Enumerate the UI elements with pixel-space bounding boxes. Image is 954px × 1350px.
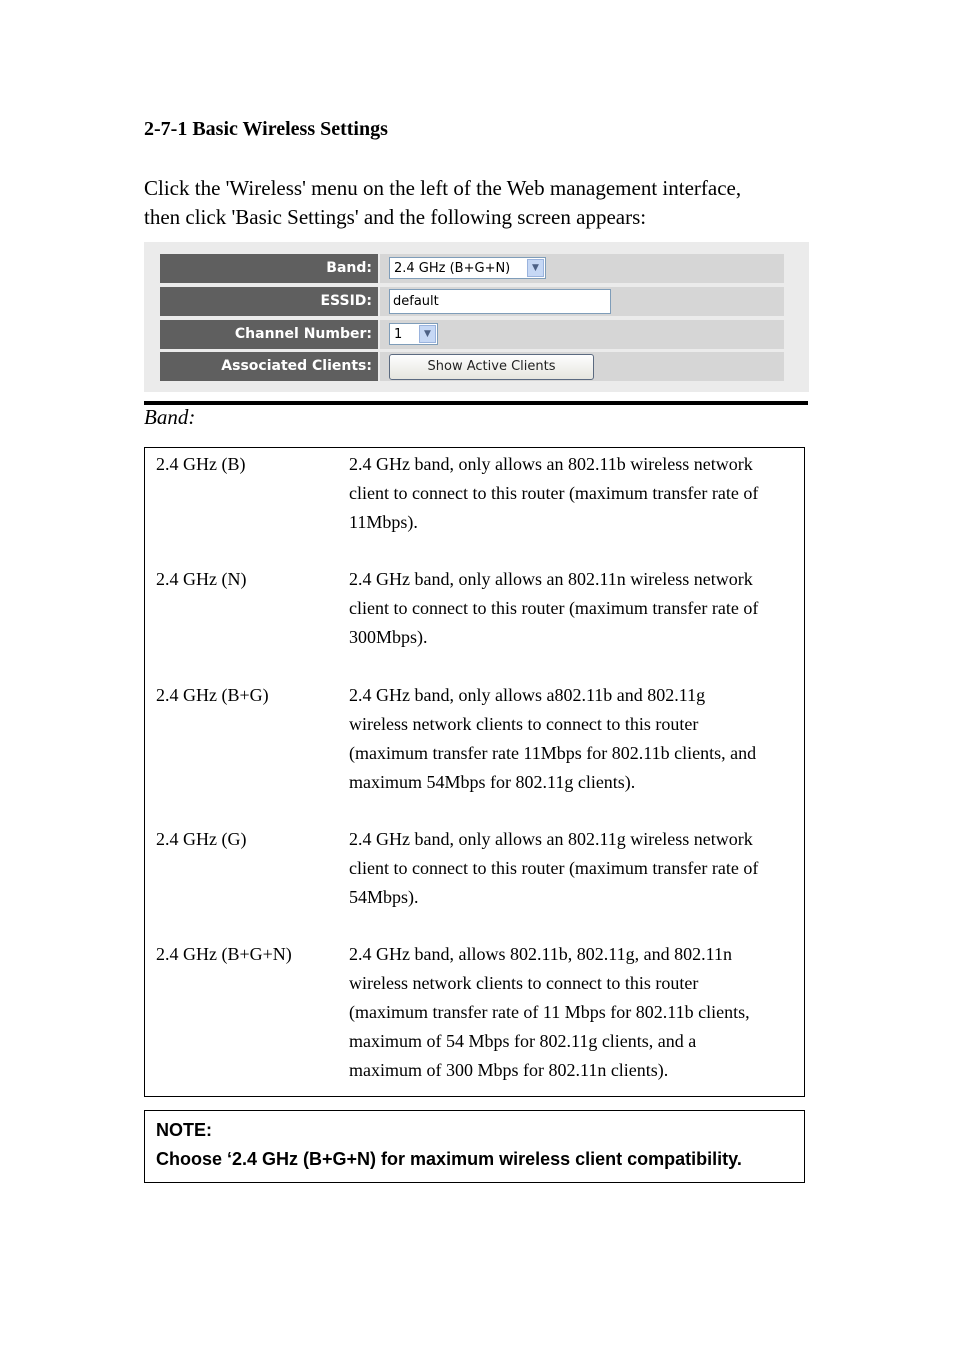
channel-select-value: 1 xyxy=(394,326,403,342)
description-line: maximum of 300 Mbps for 802.11n clients). xyxy=(349,1060,669,1080)
intro-line-1: Click the 'Wireless' menu on the left of the Web management interface, xyxy=(144,176,742,200)
description-line: maximum of 54 Mbps for 802.11g clients, and a xyxy=(349,1031,697,1051)
band-select-value: 2.4 GHz (B+G+N) xyxy=(394,260,511,276)
note-text: Choose ‘2.4 GHz (B+G+N) for maximum wireless client compatibility. xyxy=(156,1149,742,1169)
description-line: 300Mbps). xyxy=(349,627,428,647)
description-line: 11Mbps). xyxy=(349,512,418,532)
band-description xyxy=(349,565,794,652)
description-line: client to connect to this router (maximum transfer rate of xyxy=(349,483,759,503)
clients-field-label: Associated Clients: xyxy=(160,352,378,381)
description-line: 2.4 GHz band, only allows an 802.11g wireless network xyxy=(349,829,753,849)
description-line: 2.4 GHz band, only allows an 802.11b wireless network xyxy=(349,454,753,474)
intro-paragraph xyxy=(144,174,804,232)
description-line: wireless network clients to connect to this router xyxy=(349,973,699,993)
essid-row xyxy=(160,287,784,316)
essid-input[interactable]: default xyxy=(389,289,611,314)
intro-line-2: then click 'Basic Settings' and the following screen appears: xyxy=(144,205,647,229)
description-line: 2.4 GHz band, only allows an 802.11n wireless network xyxy=(349,569,753,589)
band-description xyxy=(349,940,794,1085)
description-line: client to connect to this router (maximum transfer rate of xyxy=(349,858,759,878)
description-line: (maximum transfer rate 11Mbps for 802.11b clients, and xyxy=(349,743,757,763)
band-term: 2.4 GHz (N) xyxy=(156,569,247,589)
clients-row xyxy=(160,352,784,381)
band-term: 2.4 GHz (B) xyxy=(156,454,246,474)
band-description xyxy=(349,450,794,537)
note-box xyxy=(144,1110,805,1183)
description-line: 2.4 GHz band, only allows a802.11b and 802.11g xyxy=(349,685,706,705)
band-term: 2.4 GHz (B+G+N) xyxy=(156,944,292,964)
band-select[interactable] xyxy=(389,257,546,279)
description-line: maximum 54Mbps for 802.11g clients). xyxy=(349,772,636,792)
chevron-down-icon[interactable]: ▼ xyxy=(419,325,436,343)
band-description xyxy=(349,825,794,912)
band-options-table xyxy=(144,447,805,1097)
note-title: NOTE: xyxy=(156,1120,212,1140)
band-term: 2.4 GHz (G) xyxy=(156,829,247,849)
description-line: 2.4 GHz band, allows 802.11b, 802.11g, and 802.11n xyxy=(349,944,732,964)
band-description xyxy=(349,681,794,797)
channel-field-label: Channel Number: xyxy=(160,320,378,349)
channel-select[interactable] xyxy=(389,323,438,345)
description-line: client to connect to this router (maximum transfer rate of xyxy=(349,598,759,618)
band-row xyxy=(160,254,784,283)
band-field-label: Band: xyxy=(160,254,378,283)
description-line: (maximum transfer rate of 11 Mbps for 802.11b clients, xyxy=(349,1002,750,1022)
description-line: 54Mbps). xyxy=(349,887,419,907)
band-term: 2.4 GHz (B+G) xyxy=(156,685,269,705)
description-line: wireless network clients to connect to this router xyxy=(349,714,699,734)
basic-settings-screenshot xyxy=(144,242,809,392)
chevron-down-icon[interactable]: ▼ xyxy=(527,259,544,277)
show-active-clients-button[interactable]: Show Active Clients xyxy=(389,354,594,380)
channel-row xyxy=(160,320,784,349)
essid-field-label: ESSID: xyxy=(160,287,378,316)
section-heading: 2-7-1 Basic Wireless Settings xyxy=(144,118,388,140)
divider xyxy=(144,401,808,405)
band-section-label: Band: xyxy=(144,405,196,429)
